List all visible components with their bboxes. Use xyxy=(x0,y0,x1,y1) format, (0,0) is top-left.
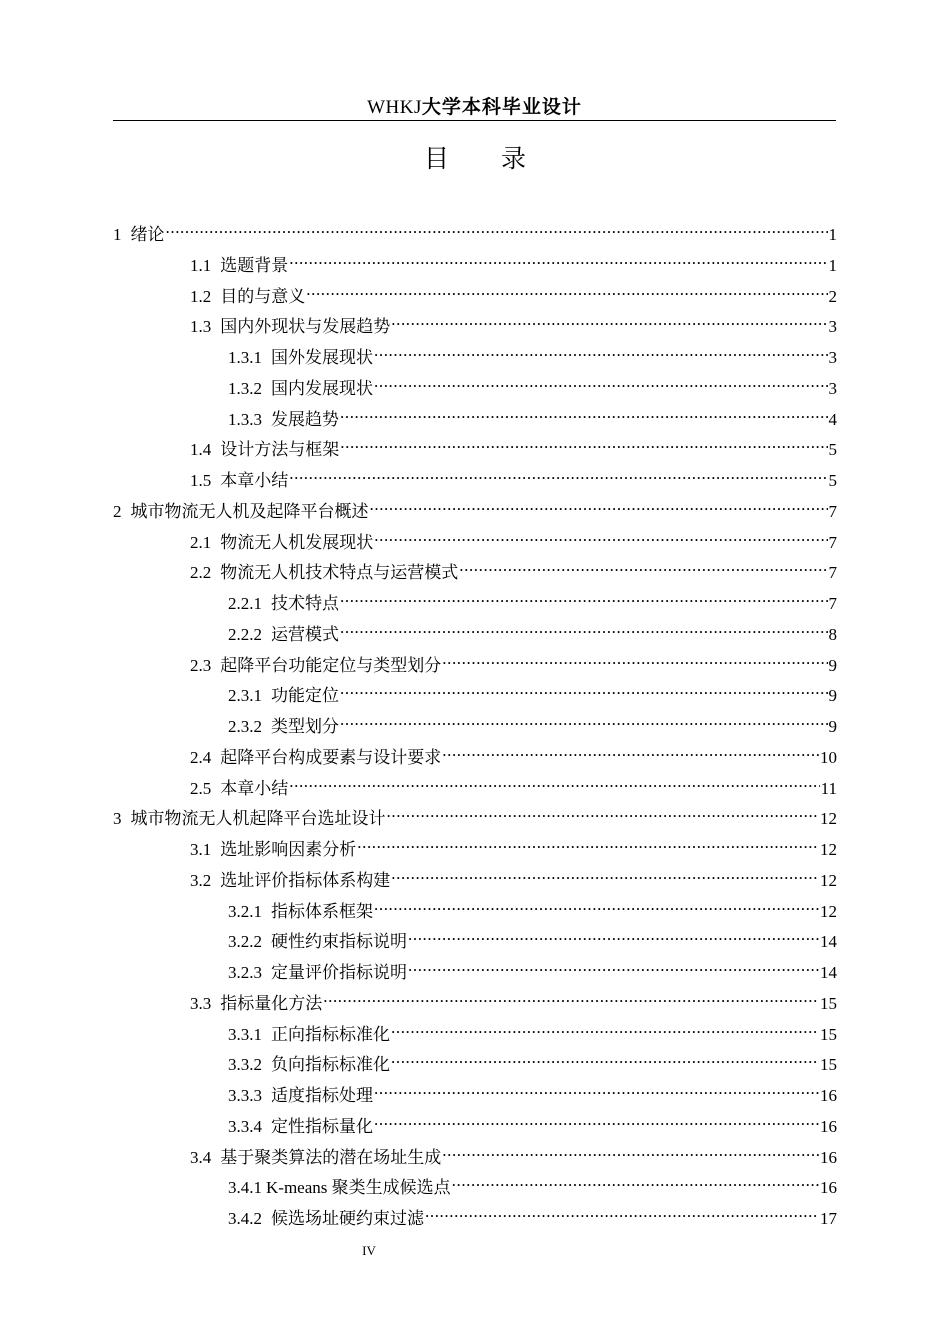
toc-entry-number: 2.4 xyxy=(190,747,212,767)
toc-entry-number: 2.5 xyxy=(190,778,212,798)
dot-leader xyxy=(166,210,828,240)
dot-leader xyxy=(289,241,827,271)
header-school-code: WHKJ xyxy=(367,97,422,118)
toc-entry-page: 10 xyxy=(820,747,837,767)
toc-entry-number: 2.2 xyxy=(190,563,212,583)
toc-entry-title: 绪论 xyxy=(130,225,165,244)
toc-entry-title: 选址评价指标体系构建 xyxy=(220,870,391,890)
toc-entry-number: 1 xyxy=(113,225,122,244)
toc-title: 目 录 xyxy=(424,144,548,173)
toc-entry-title: 发展趋势 xyxy=(271,409,339,429)
dot-leader xyxy=(442,1133,819,1163)
toc-entry-page: 12 xyxy=(820,870,837,890)
toc-entry-title: 运营模式 xyxy=(271,624,339,644)
dot-leader xyxy=(340,671,828,701)
toc-entry-title: 目的与意义 xyxy=(220,286,306,306)
toc-entry-page: 4 xyxy=(828,409,837,429)
toc-entry-title: 国外发展现状 xyxy=(271,348,373,367)
toc-entry-number: 3.3.1 xyxy=(228,1024,262,1044)
toc-entry-number: 1.3.2 xyxy=(228,378,262,398)
toc-entry-title: 起降平台构成要素与设计要求 xyxy=(220,747,442,767)
toc-entry-page: 3 xyxy=(828,348,837,367)
toc-entry-page: 3 xyxy=(828,317,837,337)
toc-entry-number: 2.3.2 xyxy=(228,717,262,736)
dot-leader xyxy=(289,456,827,486)
dot-leader xyxy=(452,1163,819,1193)
toc-entry-page: 15 xyxy=(820,1024,837,1044)
toc-entry[interactable] xyxy=(113,241,837,275)
dot-leader xyxy=(391,302,827,332)
toc-entry-page: 1 xyxy=(828,225,837,244)
dot-leader xyxy=(391,1010,819,1040)
dot-leader xyxy=(357,825,819,855)
toc-entry-number: 3.4 xyxy=(190,1147,212,1167)
toc-entry-page: 8 xyxy=(828,624,837,644)
dot-leader xyxy=(391,856,819,886)
toc-entry-number: 1.5 xyxy=(190,471,212,490)
toc-entry-page: 3 xyxy=(828,378,837,398)
toc-entry-title: 正向指标标准化 xyxy=(271,1024,390,1044)
dot-leader xyxy=(425,1194,819,1224)
toc-entry-number: 2.3.1 xyxy=(228,686,262,706)
toc-entry-title: 指标体系框架 xyxy=(271,901,373,921)
toc-entry-title: 基于聚类算法的潜在场址生成 xyxy=(220,1147,442,1167)
toc-entry-number: 3.4.2 xyxy=(228,1209,262,1228)
toc-entry[interactable] xyxy=(113,733,837,767)
dot-leader xyxy=(374,1071,819,1101)
toc-entry-number: 3.2.1 xyxy=(228,901,262,921)
dot-leader xyxy=(340,395,828,425)
toc-entry[interactable] xyxy=(113,1040,837,1075)
toc-entry-title: 候选场址硬约束过滤 xyxy=(271,1209,424,1228)
toc-entry[interactable] xyxy=(113,702,837,736)
toc-entry-title: 选题背景 xyxy=(220,255,289,275)
toc-entry-title: 功能定位 xyxy=(271,686,339,706)
toc-entry-number: 1.3.1 xyxy=(228,348,262,367)
toc-entry-number: 3.3.3 xyxy=(228,1086,262,1105)
toc-entry-page: 17 xyxy=(820,1209,837,1228)
dot-leader xyxy=(340,425,827,455)
dot-leader xyxy=(289,764,819,794)
toc-entry-title: 物流无人机技术特点与运营模式 xyxy=(220,563,459,583)
toc-entry[interactable] xyxy=(113,1102,837,1136)
dot-leader xyxy=(442,733,819,763)
toc-entry-number: 2 xyxy=(113,501,122,521)
dot-leader xyxy=(408,917,819,947)
toc-entry-number: 2.1 xyxy=(190,532,212,552)
dot-leader xyxy=(340,579,828,609)
toc-entry-page: 15 xyxy=(820,993,837,1013)
toc-entry-page: 5 xyxy=(828,471,837,490)
toc-entry-title: 选址影响因素分析 xyxy=(220,840,357,859)
toc-entry-title: 起降平台功能定位与类型划分 xyxy=(220,655,442,675)
header-document-type: 大学本科毕业设计 xyxy=(421,96,582,118)
toc-entry-page: 7 xyxy=(828,563,837,583)
toc-entry-title: 负向指标标准化 xyxy=(271,1055,390,1075)
dot-leader xyxy=(374,887,819,917)
toc-entry-number: 1.3 xyxy=(190,317,212,337)
toc-entry[interactable] xyxy=(113,979,837,1013)
toc-entry-number: 3.1 xyxy=(190,840,212,859)
toc-entry-page: 9 xyxy=(828,717,837,736)
toc-entry-page: 1 xyxy=(828,255,837,275)
toc-entry-title: 本章小结 xyxy=(220,778,289,798)
dot-leader xyxy=(387,794,820,824)
toc-entry-number: 3.2.2 xyxy=(228,932,262,952)
toc-entry[interactable] xyxy=(113,1133,837,1167)
toc-entry-page: 5 xyxy=(828,440,837,460)
dot-leader xyxy=(340,702,828,732)
toc-entry-title: 本章小结 xyxy=(220,471,289,490)
toc-entry-title: 定量评价指标说明 xyxy=(271,963,407,982)
toc-entry-number: 2.2.1 xyxy=(228,594,262,613)
toc-entry-page: 16 xyxy=(820,1116,837,1136)
toc-entry-page: 7 xyxy=(828,501,837,521)
toc-entry[interactable] xyxy=(113,948,837,982)
toc-entry-page: 9 xyxy=(828,686,837,706)
toc-entry-page: 12 xyxy=(820,901,837,921)
toc-entry-page: 14 xyxy=(820,932,837,952)
toc-entry-title: 国内发展现状 xyxy=(271,378,373,398)
toc-entry-number: 1.3.3 xyxy=(228,409,262,429)
dot-leader xyxy=(459,548,827,578)
toc-entry-page: 16 xyxy=(820,1086,837,1105)
toc-entry-page: 9 xyxy=(828,655,837,675)
toc-entry-number: 3.2 xyxy=(190,870,212,890)
dot-leader xyxy=(374,518,827,548)
toc-entry-page: 15 xyxy=(820,1055,837,1075)
dot-leader xyxy=(408,948,819,978)
page-number: IV xyxy=(362,1243,376,1258)
toc-entry-number: 3.2.3 xyxy=(228,963,262,982)
toc-entry-title: 国内外现状与发展趋势 xyxy=(220,317,391,337)
page-header xyxy=(113,94,836,121)
toc-entry-page: 16 xyxy=(820,1178,837,1198)
dot-leader xyxy=(374,333,828,363)
dot-leader xyxy=(374,364,828,394)
toc-entry-number: 3.4.1 xyxy=(228,1178,262,1198)
toc-entry-title: 技术特点 xyxy=(271,594,339,613)
toc-entry[interactable] xyxy=(113,395,837,429)
toc-entry-number: 1.2 xyxy=(190,286,212,306)
toc-entry-number: 2.3 xyxy=(190,655,212,675)
toc-entry[interactable] xyxy=(113,917,837,952)
toc-entry-page: 14 xyxy=(820,963,837,982)
dot-leader xyxy=(340,610,828,640)
toc-entry[interactable] xyxy=(113,610,837,644)
toc-entry-title: 物流无人机发展现状 xyxy=(220,532,374,552)
toc-entry-number: 1.4 xyxy=(190,440,212,460)
toc-entry-page: 12 xyxy=(820,809,837,829)
toc-entry-number: 3.3.2 xyxy=(228,1055,262,1075)
toc-entry[interactable] xyxy=(113,1071,837,1105)
toc-entry-title: K-means 聚类生成候选点 xyxy=(266,1178,451,1198)
dot-leader xyxy=(391,1040,819,1070)
dot-leader xyxy=(306,272,827,302)
toc-entry-title: 城市物流无人机起降平台选址设计 xyxy=(130,809,386,829)
toc-entry[interactable] xyxy=(113,425,837,460)
dot-leader xyxy=(374,1102,819,1132)
toc-entry-title: 适度指标处理 xyxy=(271,1086,373,1105)
toc-entry[interactable] xyxy=(113,364,837,398)
toc-entry-number: 1.1 xyxy=(190,255,212,275)
toc-entry-title: 城市物流无人机及起降平台概述 xyxy=(130,501,369,521)
toc-entry-number: 2.2.2 xyxy=(228,624,262,644)
dot-leader xyxy=(323,979,819,1009)
toc-entry[interactable] xyxy=(113,641,837,675)
toc-entry-title: 设计方法与框架 xyxy=(220,440,340,460)
toc-entry-number: 3.3.4 xyxy=(228,1116,262,1136)
toc-entry-page: 7 xyxy=(828,532,837,552)
dot-leader xyxy=(370,487,828,517)
toc-entry-number: 3 xyxy=(113,809,122,829)
toc-entry-title: 定性指标量化 xyxy=(271,1116,373,1136)
table-of-contents xyxy=(113,210,837,1228)
toc-entry-page: 2 xyxy=(828,286,837,306)
toc-entry[interactable] xyxy=(113,210,837,244)
toc-entry-number: 3.3 xyxy=(190,993,212,1013)
toc-entry[interactable] xyxy=(113,1194,837,1228)
toc-entry-title: 指标量化方法 xyxy=(220,993,323,1013)
toc-entry-page: 12 xyxy=(820,840,837,859)
toc-entry-page: 7 xyxy=(828,594,837,613)
toc-entry-title: 类型划分 xyxy=(271,717,339,736)
toc-entry-page: 11 xyxy=(820,778,837,798)
dot-leader xyxy=(442,641,827,671)
toc-entry-title: 硬性约束指标说明 xyxy=(271,932,407,952)
toc-entry-page: 16 xyxy=(820,1147,837,1167)
